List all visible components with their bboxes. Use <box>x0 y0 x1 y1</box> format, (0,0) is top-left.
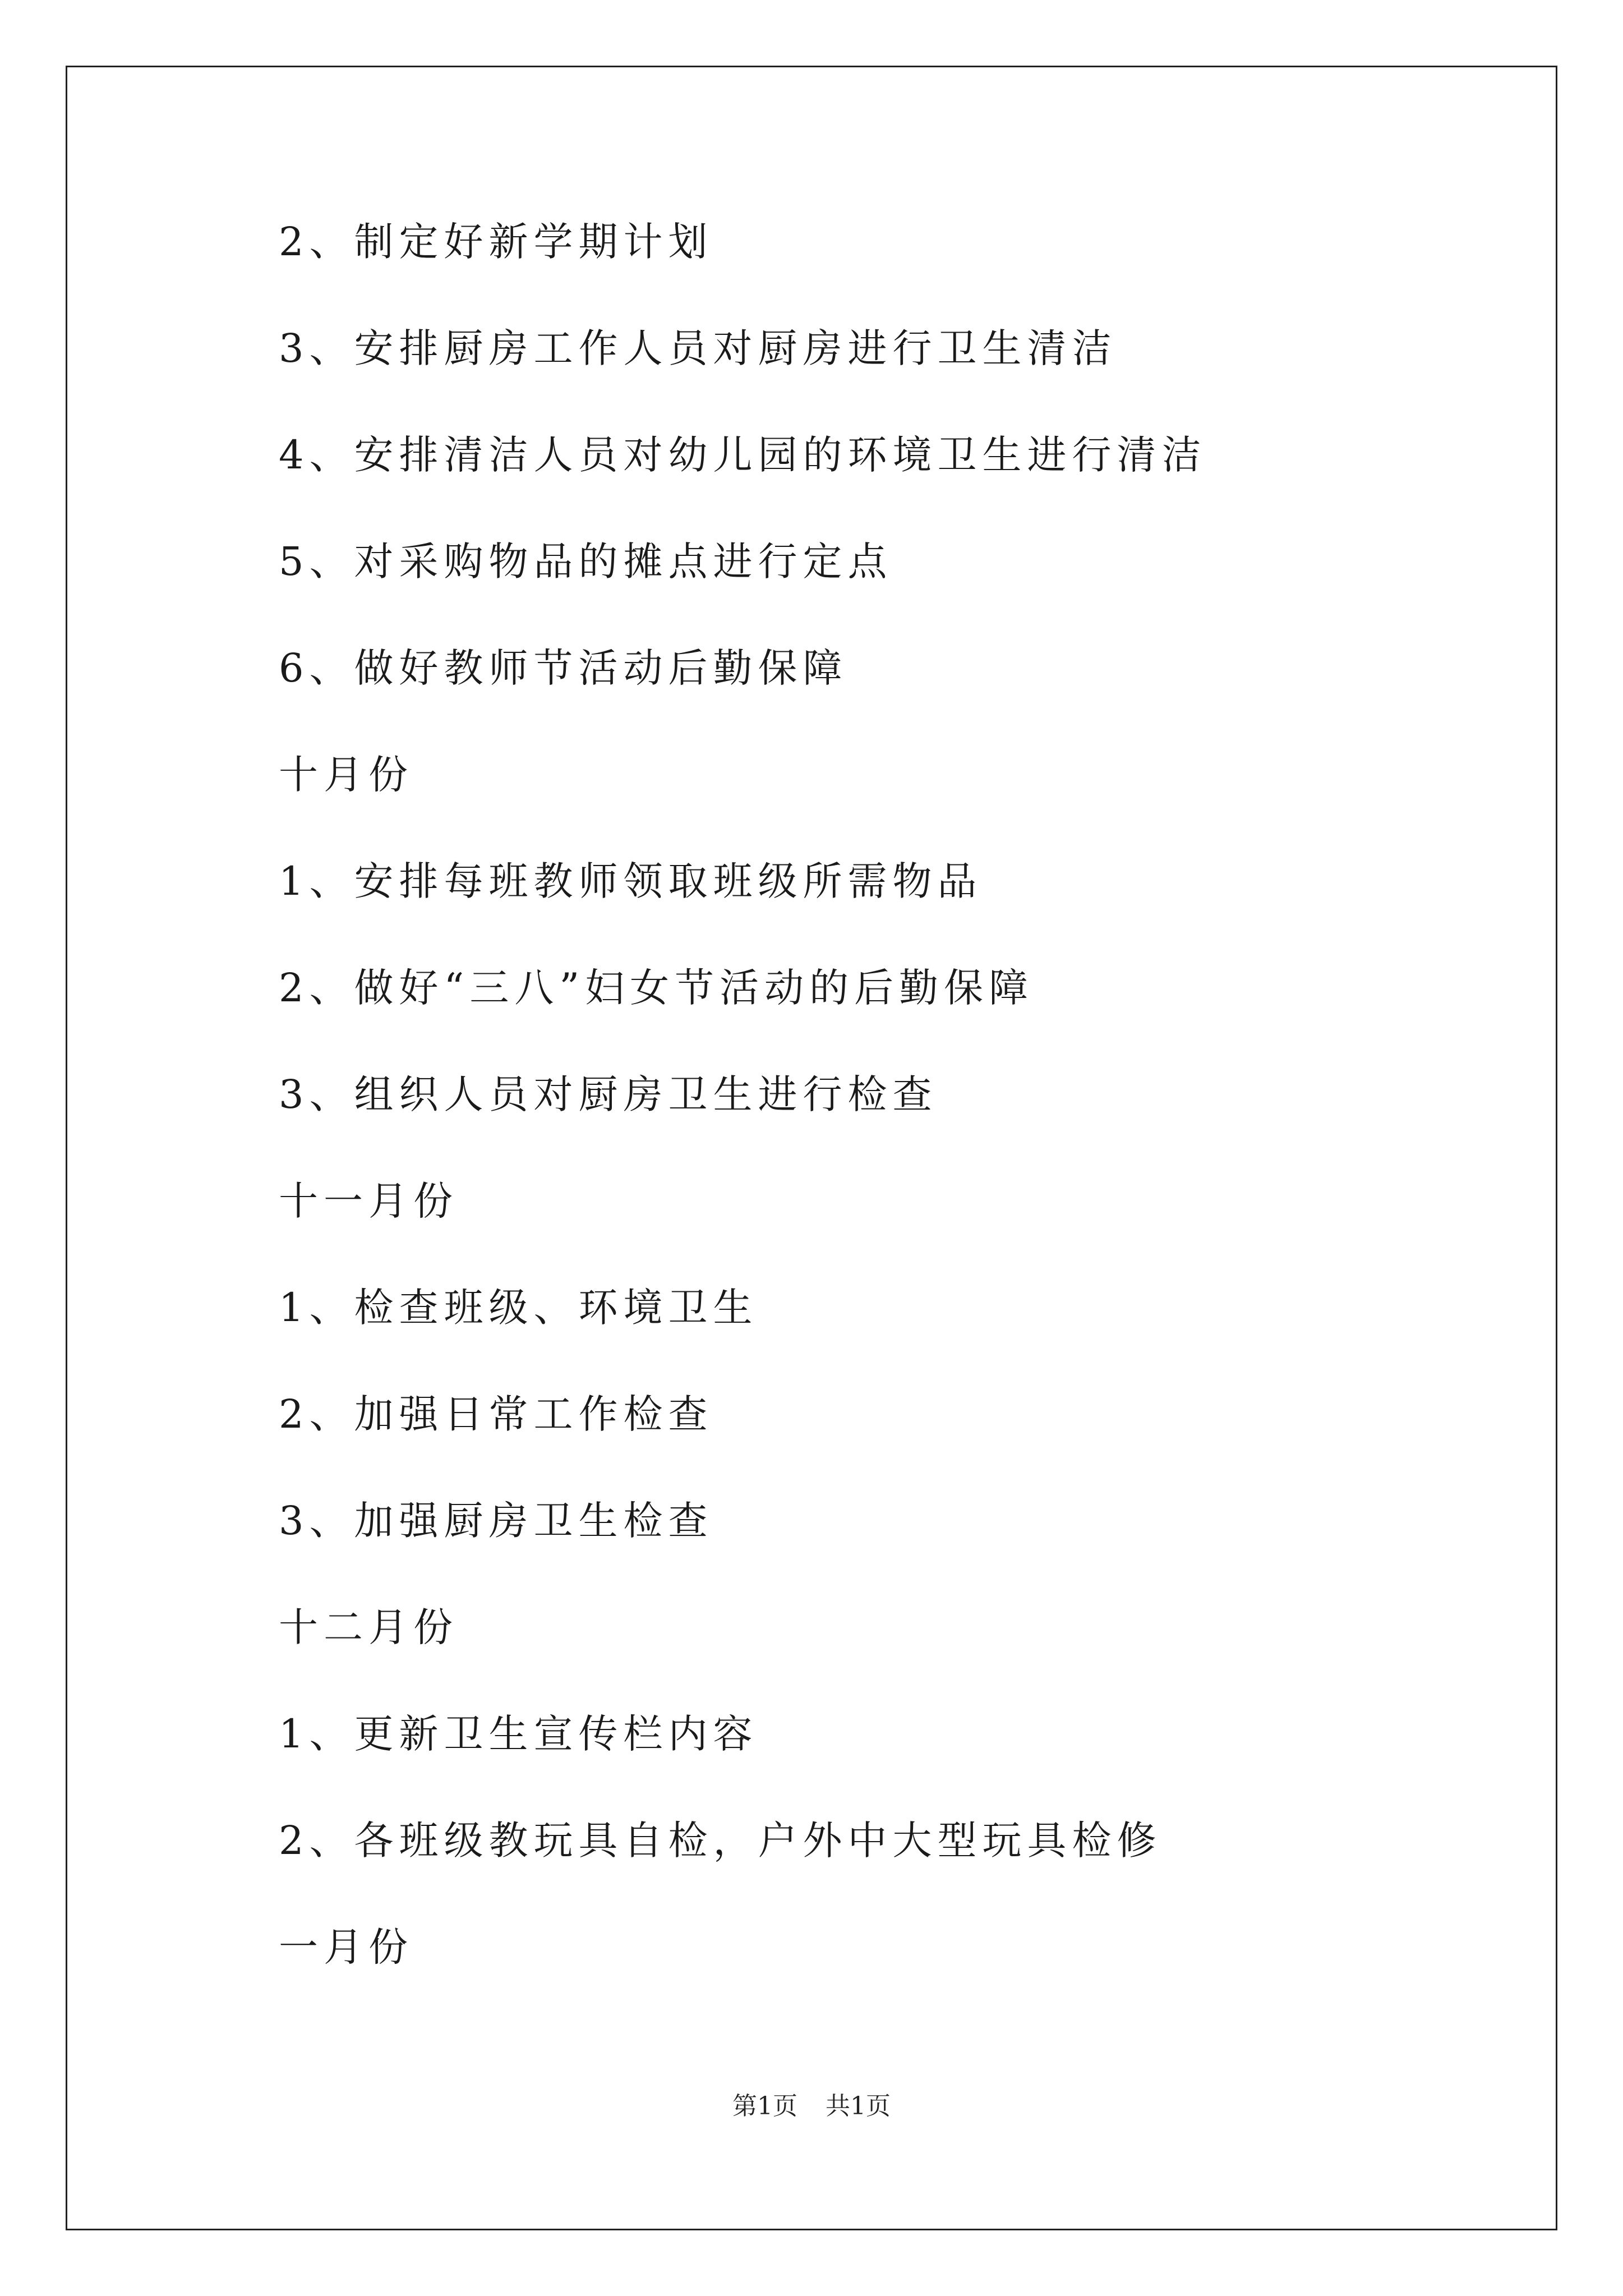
section-heading-january: 一月份 <box>279 1924 413 1970</box>
list-item: 2、制定好新学期计划 <box>279 219 713 265</box>
page-number-current: 第1页 <box>732 2092 797 2120</box>
list-item: 3、加强厨房卫生检查 <box>279 1498 713 1544</box>
list-item: 1、更新卫生宣传栏内容 <box>279 1711 758 1757</box>
list-item: 4、安排清洁人员对幼儿园的环境卫生进行清洁 <box>279 432 1207 478</box>
list-item: 5、对采购物品的摊点进行定点 <box>279 539 893 585</box>
document-body <box>279 219 1513 2034</box>
list-item: 3、组织人员对厨房卫生进行检查 <box>279 1071 938 1117</box>
section-heading-october: 十月份 <box>279 752 413 798</box>
section-heading-december: 十二月份 <box>279 1604 458 1650</box>
list-item: 1、安排每班教师领取班级所需物品 <box>279 858 983 904</box>
page-number-total: 共1页 <box>826 2092 891 2120</box>
list-item: 3、安排厨房工作人员对厨房进行卫生清洁 <box>279 325 1117 371</box>
section-heading-november: 十一月份 <box>279 1178 458 1224</box>
list-item: 2、做好“三八”妇女节活动的后勤保障 <box>279 965 1034 1011</box>
page-footer <box>0 2094 1623 2119</box>
list-item: 1、检查班级、环境卫生 <box>279 1285 758 1331</box>
list-item: 6、做好教师节活动后勤保障 <box>279 645 848 691</box>
list-item: 2、加强日常工作检查 <box>279 1391 713 1437</box>
list-item: 2、各班级教玩具自检，户外中大型玩具检修 <box>279 1818 1162 1864</box>
